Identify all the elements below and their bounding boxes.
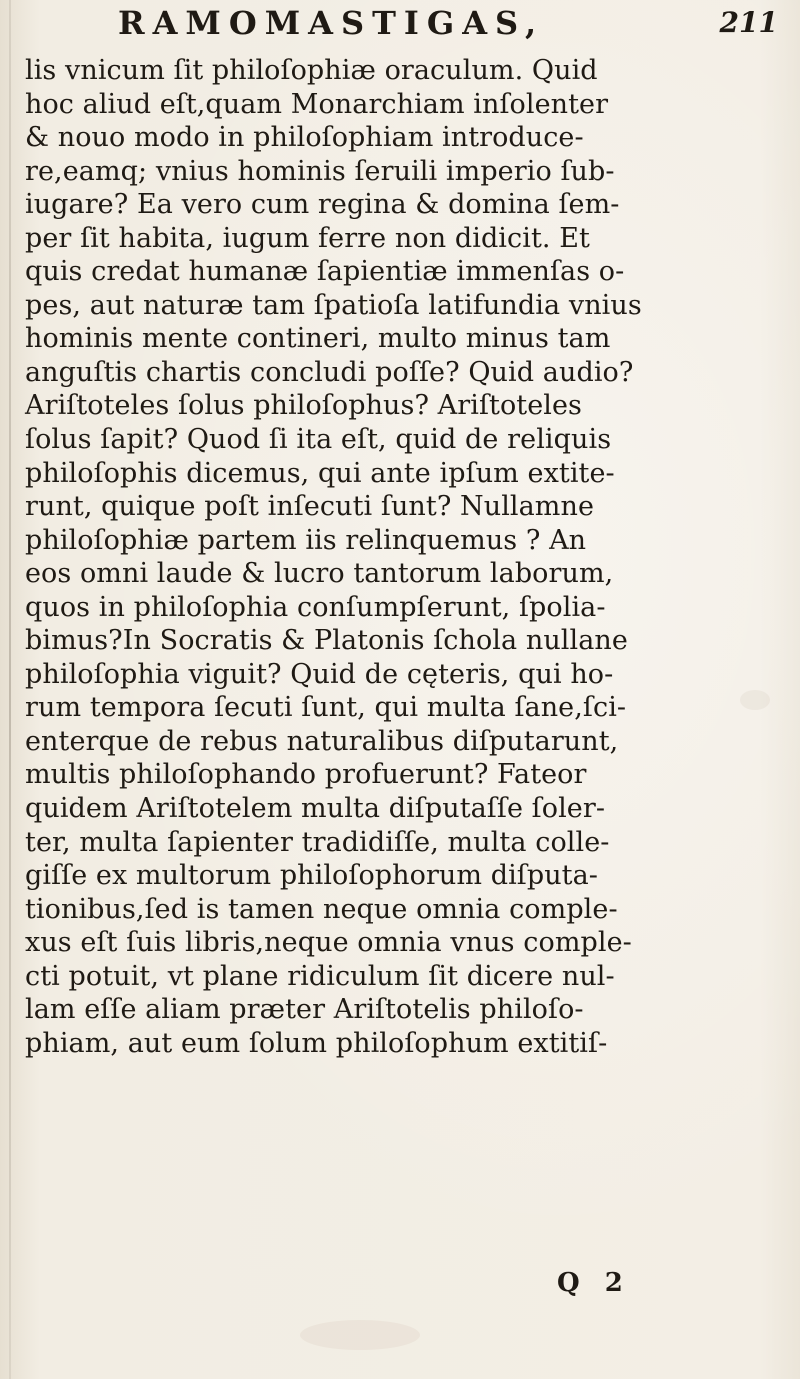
- binding-gutter: [9, 0, 11, 1379]
- text-line: runt, quique poſt inſecuti ſunt? Nullamne: [25, 491, 595, 523]
- signature-mark: Q 2: [557, 1268, 631, 1298]
- text-line: anguſtis chartis concludi poſſe? Quid audio?: [25, 356, 634, 388]
- text-line: per ſit habita, iugum ferre non didicit. Et: [25, 222, 590, 254]
- text-line: quis credat humanæ ſapientiæ immenſas o-: [25, 256, 625, 288]
- text-line: eos omni laude & lucro tantorum laborum,: [25, 558, 614, 590]
- text-line: xus eſt ſuis libris,neque omnia vnus comple-: [25, 927, 632, 959]
- text-line: philoſophia viguit? Quid de cęteris, qui ho-: [25, 658, 614, 690]
- paper-stain: [300, 1320, 420, 1350]
- text-line: giſſe ex multorum philoſophorum diſputa-: [25, 860, 598, 892]
- text-line: tionibus,ſed is tamen neque omnia comple-: [25, 893, 618, 925]
- text-line: philoſophiæ partem iis relinquemus ? An: [25, 524, 587, 556]
- text-line: ſolus ſapit? Quod ſi ita eſt, quid de reliquis: [25, 424, 612, 456]
- running-title: RAMOMASTIGAS,: [118, 4, 545, 42]
- text-line: lam eſſe aliam præter Ariſtotelis philoſo-: [25, 994, 584, 1026]
- text-line: quidem Ariſtotelem multa diſputaſſe ſoler-: [25, 793, 606, 825]
- text-line: cti potuit, vt plane ridiculum ſit dicere nul-: [25, 960, 615, 992]
- text-line: hominis mente contineri, multo minus tam: [25, 323, 611, 355]
- text-line: philoſophis dicemus, qui ante ipſum extite-: [25, 457, 615, 489]
- text-line: & nouo modo in philoſophiam introduce-: [25, 122, 584, 154]
- text-line: multis philoſophando profuerunt? Fateor: [25, 759, 587, 791]
- text-line: re,eamq; vnius hominis ſeruili imperio ſub-: [25, 155, 615, 187]
- text-line: quos in philoſophia conſumpſerunt, ſpolia-: [25, 591, 606, 623]
- text-line: rum tempora ſecuti ſunt, qui multa ſane,ſci-: [25, 692, 627, 724]
- text-line: bimus?In Socratis & Platonis ſchola nullane: [25, 625, 628, 657]
- text-line: ter, multa ſapienter tradidiſſe, multa colle-: [25, 826, 610, 858]
- page-number: 211: [719, 6, 778, 39]
- text-line: phiam, aut eum ſolum philoſophum extitiſ-: [25, 1027, 608, 1059]
- body-text: [25, 54, 785, 1060]
- page-header: [118, 4, 778, 52]
- text-line: iugare? Ea vero cum regina & domina ſem-: [25, 189, 620, 221]
- text-line: hoc aliud eſt,quam Monarchiam inſolenter: [25, 88, 609, 120]
- page-footer: [0, 1268, 800, 1308]
- text-line: pes, aut naturæ tam ſpatioſa latifundia vnius: [25, 289, 642, 321]
- text-line: lis vnicum ſit philoſophiæ oraculum. Quid: [25, 55, 598, 86]
- text-line: enterque de rebus naturalibus diſputarunt,: [25, 725, 619, 757]
- text-line: Ariſtoteles ſolus philoſophus? Ariſtoteles: [25, 390, 582, 422]
